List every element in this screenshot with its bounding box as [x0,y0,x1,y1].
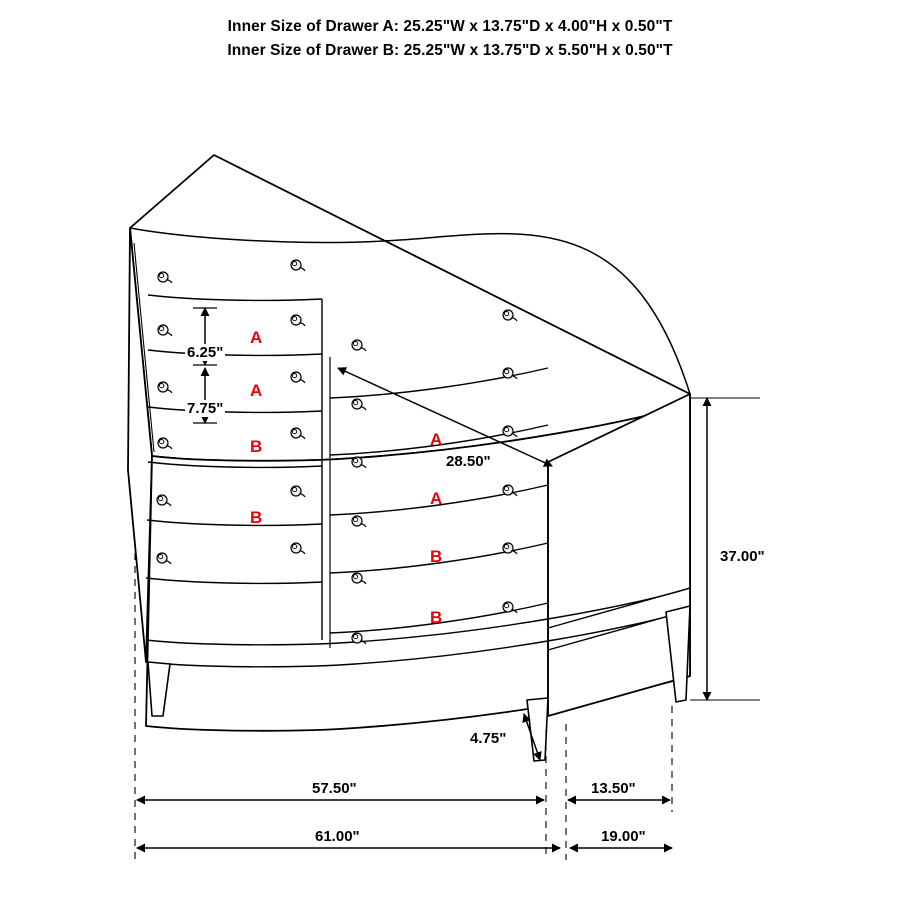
dim-drawer-inner-height-a: 6.25" [187,344,224,361]
dim-overall-height: 37.00" [720,548,765,565]
dim-case-width: 57.50" [312,780,357,797]
drawer-type-label: B [430,608,443,627]
dim-case-depth: 13.50" [591,780,636,797]
drawer-a-spec-text: Inner Size of Drawer A: 25.25"W x 13.75"D x 4.00"H x 0.50"T [227,18,673,35]
dim-drawer-width: 28.50" [446,453,491,470]
dim-overall-width: 61.00" [315,828,360,845]
drawer-type-label: B [430,547,443,566]
drawer-b-spec-text: Inner Size of Drawer B: 25.25"W x 13.75"D x 5.50"H x 0.50"T [227,42,673,59]
drawer-type-label: B [250,508,263,527]
drawer-type-label: A [250,328,263,347]
drawer-type-label: A [430,489,443,508]
drawer-type-label: A [250,381,263,400]
drawer-type-label: A [430,430,443,449]
dim-overall-depth: 19.00" [601,828,646,845]
dim-leg-height: 4.75" [470,730,507,747]
dim-drawer-inner-height-b: 7.75" [187,400,224,417]
drawer-type-label: B [250,437,263,456]
